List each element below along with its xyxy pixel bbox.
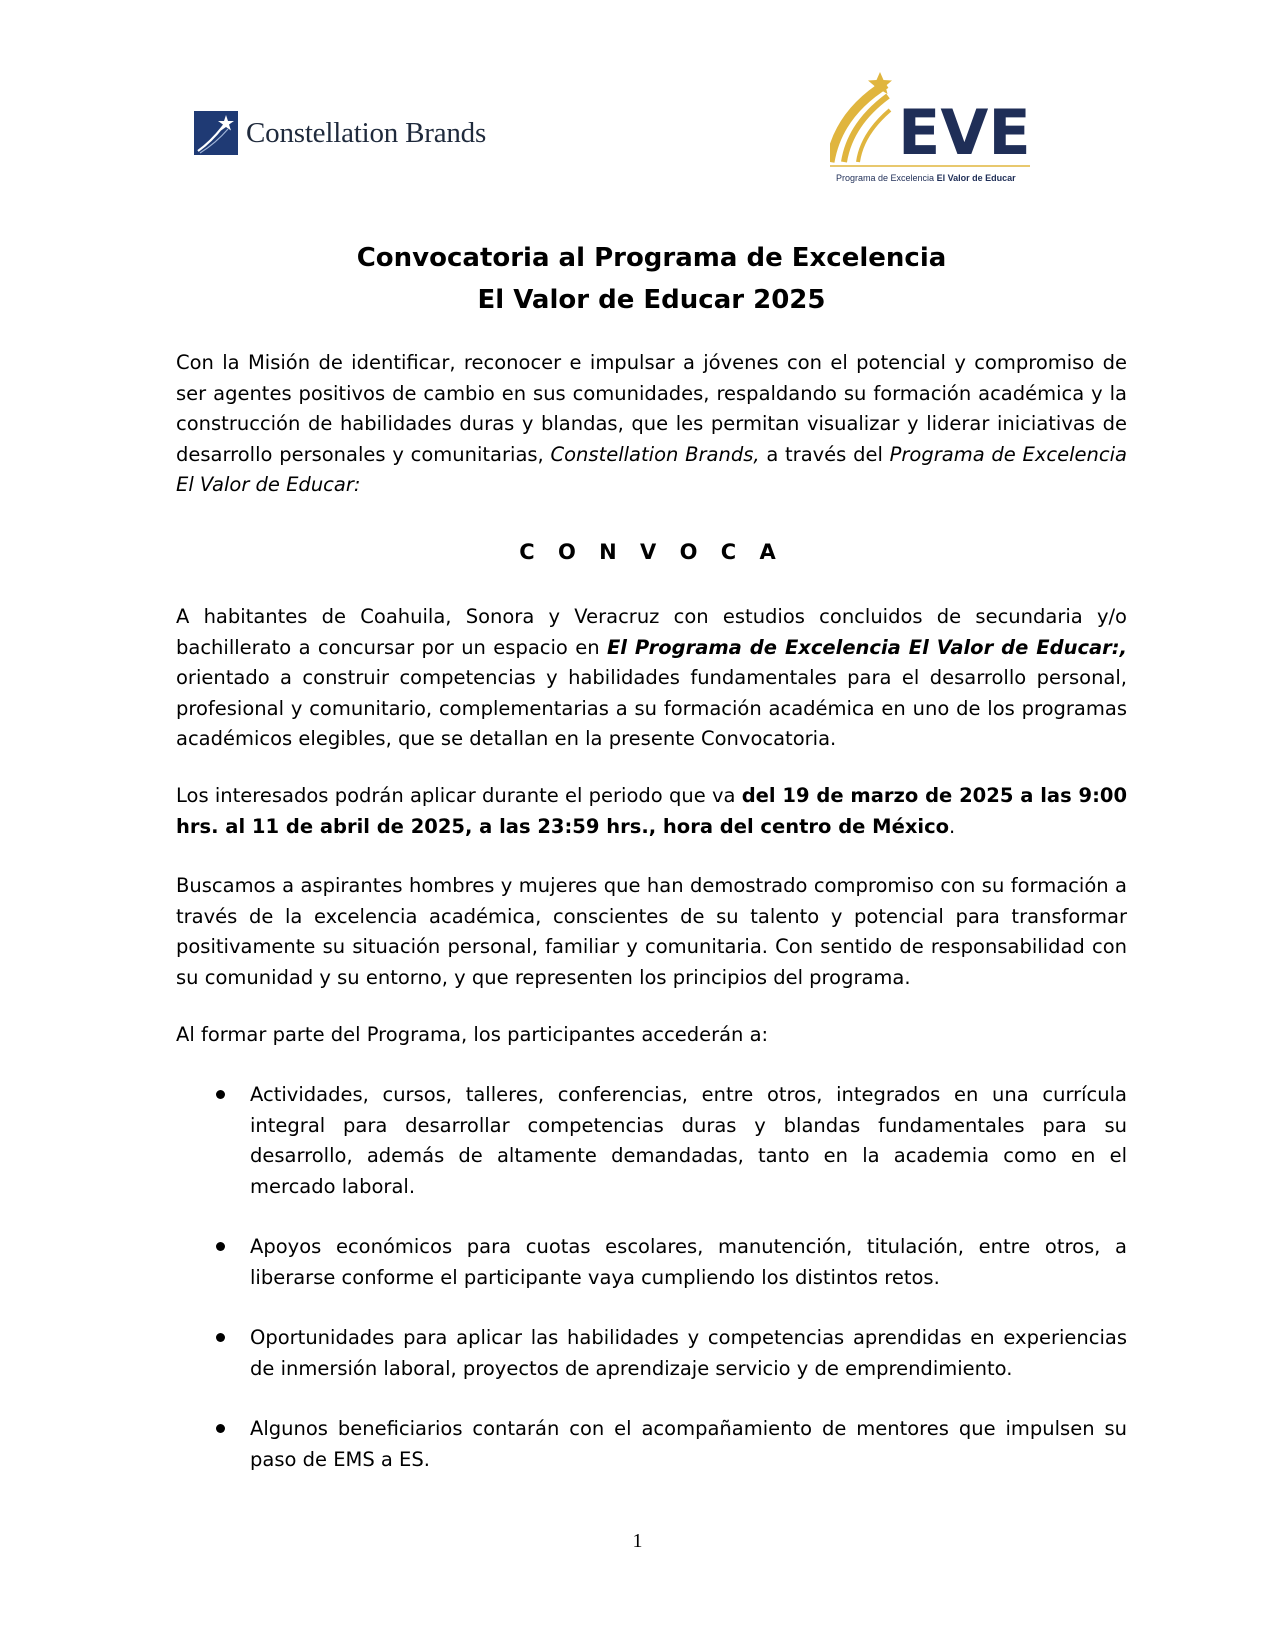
intro-paragraph: Con la Misión de identificar, reconocer e impulsar a jóvenes con el potencial y compromiso de ser agentes positivos de cambio en sus comunidades, respaldando su formación académica y la construcción de habilidades duras y blandas, que les permitan visualizar y liderar iniciativas de desarrollo personales y comunitarias, Constellation Brands, a través del Programa de Excelencia El Valor de Educar: xyxy=(176,351,1127,496)
list-item-text: Oportunidades para aplicar las habilidades y competencias aprendidas en experiencias de inmersión laboral, proyectos de aprendizaje servicio y de emprendimiento. xyxy=(250,1326,1127,1380)
bullet-icon xyxy=(216,1242,225,1251)
title-line-2: El Valor de Educar 2025 xyxy=(477,285,826,315)
bullet-icon xyxy=(216,1090,225,1099)
page-title xyxy=(176,237,1127,321)
bullet-icon xyxy=(216,1333,225,1342)
profile-paragraph: Buscamos a aspirantes hombres y mujeres que han demostrado compromiso con su formación a través de la excelencia académica, conscientes de su talento y potencial para transformar positivamente su situación personal, familiar y comunitaria. Con sentido de responsabilidad con su comunidad y su entorno, y que representen los principios del programa. xyxy=(176,874,1127,989)
invitation-paragraph: A habitantes de Coahuila, Sonora y Veracruz con estudios concluidos de secundaria y/o bachillerato a concursar por un espacio en El Programa de Excelencia El Valor de Educar:, orientado a construir competencias y habilidades fundamentales para el desarrollo personal, profesional y comunitario, complementarias a su formación académica en uno de los programas académicos elegibles, que se detallan en la presente Convocatoria. xyxy=(176,605,1127,750)
program-logo xyxy=(830,72,1030,187)
company-name: Constellation Brands xyxy=(246,116,487,149)
program-logo-tagline: Programa de Excelencia El Valor de Educar xyxy=(836,173,1016,183)
page-number: 1 xyxy=(632,1530,643,1552)
convoca-heading: C O N V O C A xyxy=(519,540,784,564)
constellation-brands-logo xyxy=(194,109,486,157)
eve-logo-icon xyxy=(830,72,1030,172)
list-item-text: Apoyos económicos para cuotas escolares, manutención, titulación, entre otros, a liberarse conforme el participante vaya cumpliendo los distintos retos. xyxy=(250,1235,1127,1289)
benefits-intro: Al formar parte del Programa, los participantes accederán a: xyxy=(176,1023,769,1046)
bullet-icon xyxy=(216,1424,225,1433)
list-item-text: Algunos beneficiarios contarán con el acompañamiento de mentores que impulsen su paso de EMS a ES. xyxy=(250,1417,1127,1471)
title-line-1: Convocatoria al Programa de Excelencia xyxy=(356,243,947,273)
star-square-logo-icon xyxy=(194,111,238,155)
list-item-text: Actividades, cursos, talleres, conferencias, entre otros, integrados en una currícula integral para desarrollar competencias duras y blandas fundamentales para su desarrollo, además de altamente demandadas, tanto en la academia como en el mercado laboral. xyxy=(250,1083,1127,1198)
eve-letters: EVE xyxy=(898,96,1030,169)
period-paragraph: Los interesados podrán aplicar durante el periodo que va del 19 de marzo de 2025 a las 9:00 hrs. al 11 de abril de 2025, a las 23:59 hrs., hora del centro de México. xyxy=(176,784,1128,838)
